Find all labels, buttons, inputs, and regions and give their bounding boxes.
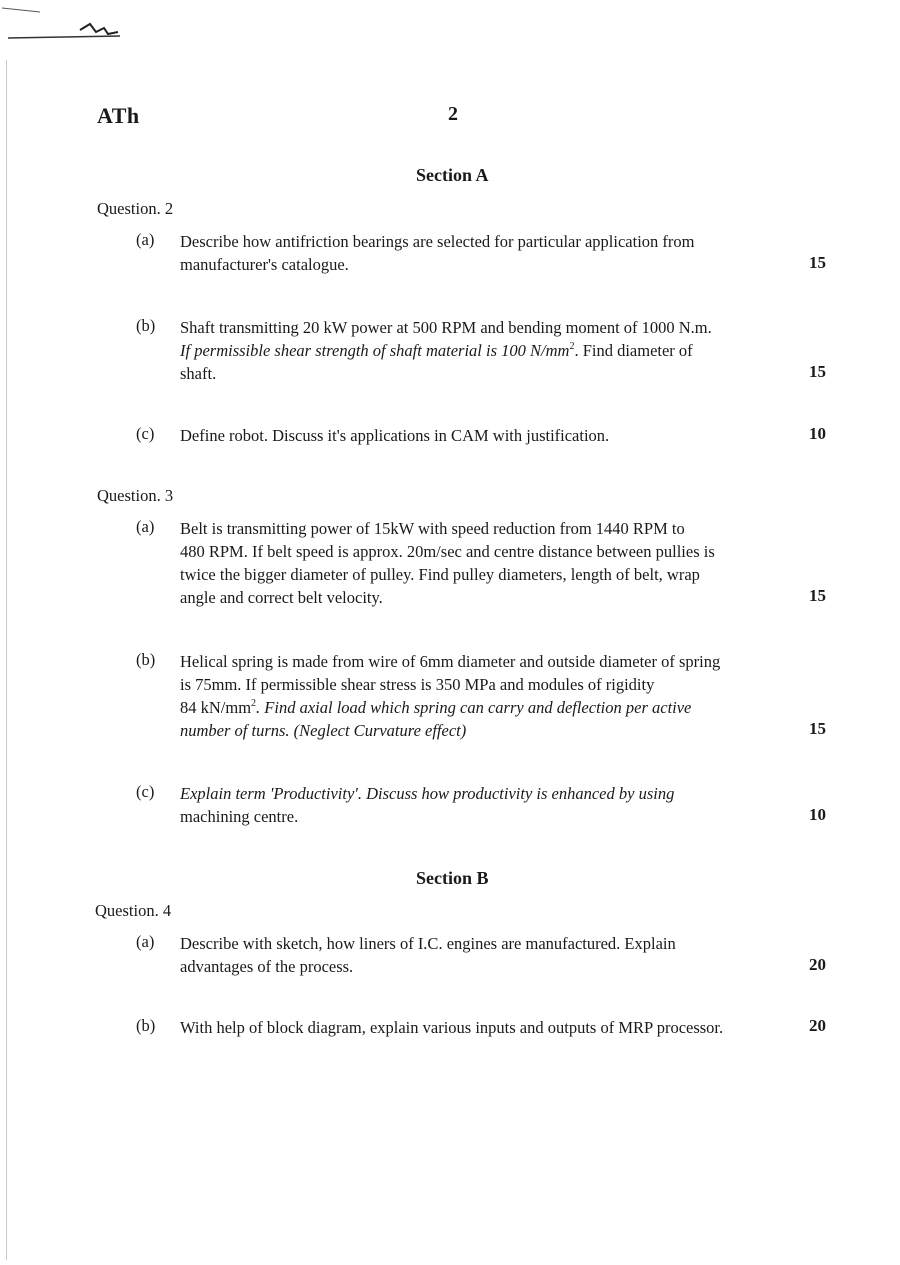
part-label: (b) (136, 316, 156, 335)
superscript: 2 (569, 341, 575, 352)
scan-smudge-mark (0, 0, 140, 50)
part-line-italic: . Find axial load which spring can carry and deflection per active (256, 698, 692, 717)
part-marks: 15 (809, 719, 826, 738)
part-marks: 10 (809, 424, 826, 443)
part-marks: 15 (809, 362, 826, 381)
question-title: Question. 2 (97, 199, 174, 218)
part-line: manufacturer's catalogue. (180, 255, 349, 274)
part-line-italic: number of turns. (Neglect Curvature effect) (180, 721, 467, 740)
part-marks: 15 (809, 586, 826, 605)
part-line (180, 782, 780, 805)
part-line: Describe how antifriction bearings are selected for particular application from (180, 232, 695, 251)
question-title: Question. 3 (97, 486, 174, 505)
part-label: (a) (136, 230, 155, 249)
section-title: Section A (416, 165, 489, 185)
question-part (136, 1016, 826, 1042)
part-marks: 20 (809, 1016, 826, 1035)
part-label: (b) (136, 1016, 156, 1035)
part-marks: 10 (809, 805, 826, 824)
part-line: advantages of the process. (180, 957, 354, 976)
part-marks: 15 (809, 253, 826, 272)
part-line: machining centre. (180, 807, 299, 826)
part-line-tail: . Find diameter of (574, 341, 693, 360)
part-line (180, 719, 780, 742)
part-line: angle and correct belt velocity. (180, 588, 383, 607)
part-line (180, 696, 780, 719)
part-label: (a) (136, 517, 155, 536)
part-label: (a) (136, 932, 155, 951)
question-part (136, 782, 826, 832)
question-part (136, 650, 826, 745)
part-line-italic: If permissible shear strength of shaft material is 100 N/mm (180, 341, 570, 360)
page-number: 2 (448, 103, 458, 125)
question-title: Question. 4 (95, 901, 172, 920)
part-line-head: 84 kN/mm (180, 698, 252, 717)
part-line-italic: Explain term 'Productivity'. Discuss how productivity is enhanced by using (180, 784, 675, 803)
part-line: is 75mm. If permissible shear stress is 350 MPa and modules of rigidity (180, 675, 655, 694)
paper-code: ATh (97, 103, 140, 128)
question-part (136, 316, 826, 388)
part-line (180, 339, 780, 362)
part-label: (b) (136, 650, 156, 669)
part-line: shaft. (180, 364, 217, 383)
part-line: Belt is transmitting power of 15kW with speed reduction from 1440 RPM to (180, 519, 685, 538)
question-part (136, 230, 826, 280)
part-line: Shaft transmitting 20 kW power at 500 RPM and bending moment of 1000 N.m. (180, 318, 712, 337)
part-line: Helical spring is made from wire of 6mm diameter and outside diameter of spring (180, 652, 721, 671)
scan-edge-line (6, 60, 7, 1260)
part-line: Define robot. Discuss it's applications in CAM with justification. (180, 426, 610, 445)
part-line: With help of block diagram, explain various inputs and outputs of MRP processor. (180, 1018, 724, 1037)
part-label: (c) (136, 424, 155, 443)
part-line: 480 RPM. If belt speed is approx. 20m/sec and centre distance between pullies is (180, 542, 715, 561)
part-line: twice the bigger diameter of pulley. Find pulley diameters, length of belt, wrap (180, 565, 700, 584)
part-label: (c) (136, 782, 155, 801)
question-part (136, 517, 826, 612)
section-title: Section B (416, 868, 489, 888)
superscript: 2 (251, 698, 257, 709)
question-part (136, 424, 826, 450)
question-part (136, 932, 826, 982)
part-line: Describe with sketch, how liners of I.C. engines are manufactured. Explain (180, 934, 676, 953)
part-marks: 20 (809, 955, 826, 974)
